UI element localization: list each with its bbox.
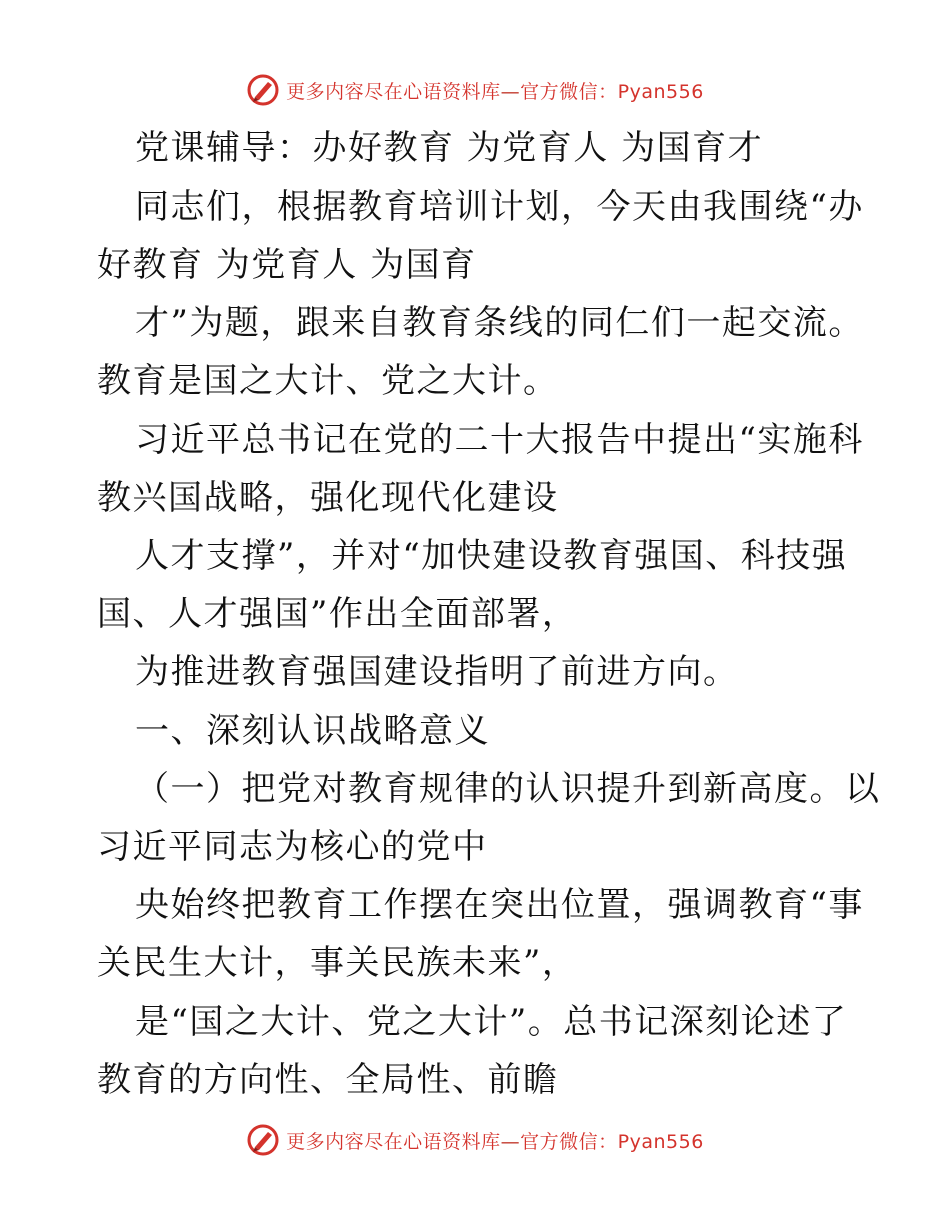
banner-text <box>286 77 704 104</box>
doc-line: 好教育 为党育人 为国育 <box>97 245 477 285</box>
doc-line: 是“国之大计、党之大计”。总书记深刻论述了 <box>135 1002 848 1042</box>
doc-line: 教育是国之大计、党之大计。 <box>97 361 559 401</box>
header-watermark-banner <box>0 72 950 108</box>
doc-line: 人才支撑”，并对“加快建设教育强国、科技强 <box>135 536 848 576</box>
banner-text <box>286 1127 704 1154</box>
doc-line: 国、人才强国”作出全面部署， <box>97 594 578 634</box>
doc-line: （一）把党对教育规律的认识提升到新高度。以 <box>135 769 881 809</box>
banner-separator: — <box>500 80 521 103</box>
doc-line: 为推进教育强国建设指明了前进方向。 <box>135 652 739 692</box>
pen-circle-logo-icon <box>246 73 280 107</box>
doc-line: 教育的方向性、全局性、前瞻 <box>97 1060 559 1100</box>
banner-main-text: 更多内容尽在心语资料库 <box>286 80 501 103</box>
doc-line: 央始终把教育工作摆在突出位置，强调教育“事 <box>135 885 864 925</box>
pen-circle-logo-icon <box>246 1123 280 1157</box>
doc-line: 关民生大计，事关民族未来”， <box>97 943 578 983</box>
doc-line: 习近平同志为核心的党中 <box>97 827 488 867</box>
doc-title: 党课辅导：办好教育 为党育人 为国育才 <box>135 128 764 168</box>
banner-main-text: 更多内容尽在心语资料库 <box>286 1130 501 1153</box>
doc-line: 同志们，根据教育培训计划，今天由我围绕“办 <box>135 187 864 227</box>
doc-line: 习近平总书记在党的二十大报告中提出“实施科 <box>135 420 864 460</box>
doc-section-heading: 一、深刻认识战略意义 <box>135 711 490 751</box>
doc-line: 才”为题，跟来自教育条线的同仁们一起交流。 <box>135 303 864 343</box>
banner-suffix: 官方微信：Pyan556 <box>520 1130 704 1153</box>
banner-separator: — <box>500 1130 521 1153</box>
doc-line: 教兴国战略，强化现代化建设 <box>97 478 559 518</box>
banner-suffix: 官方微信：Pyan556 <box>520 80 704 103</box>
footer-watermark-banner <box>0 1122 950 1158</box>
